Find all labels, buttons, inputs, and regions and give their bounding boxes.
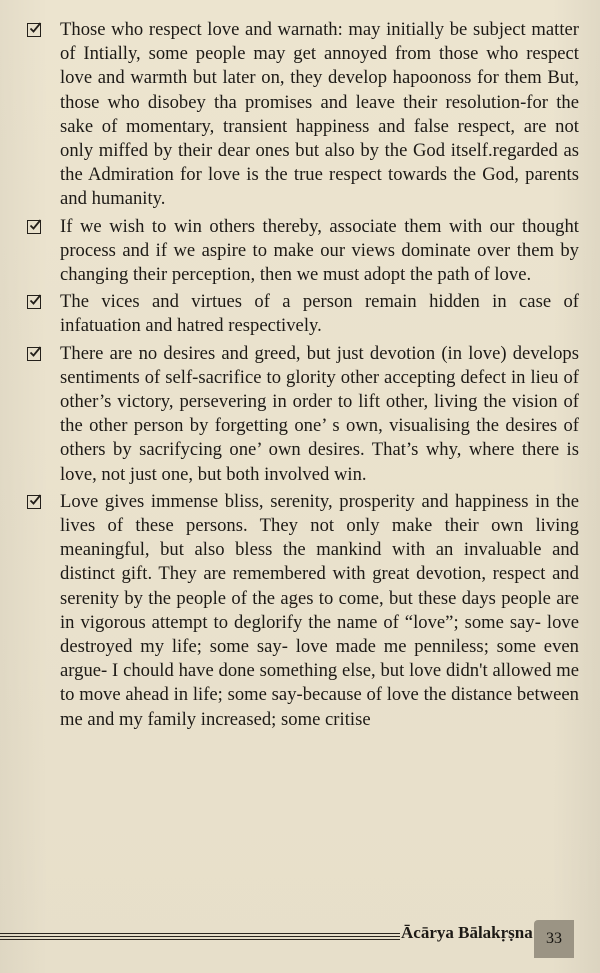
- bullet-item-2: [27, 215, 579, 288]
- bullet-text: There are no desires and greed, but just devotion (in love) develops sentiments of self-sacrifice to glority other accepting defect in lieu of other’s victory, persevering in order to lift other, living the vision of the other person by forgetting one’ s own, visualising the desires of others by sacrifycing one’ own desires. That’s why, where there is love, not just one, but both involved win.: [60, 342, 579, 485]
- footer-rule: [0, 936, 400, 937]
- footer-rule: [0, 939, 400, 940]
- page-footer: [0, 920, 600, 960]
- checkbox-bullet-icon: [27, 347, 41, 361]
- bullet-item-1: [27, 18, 579, 212]
- page-number: 33: [534, 920, 574, 958]
- bullet-text: The vices and virtues of a person remain hidden in case of infatuation and hatred respectively.: [60, 291, 579, 337]
- bullet-item-4: [27, 342, 579, 487]
- checkbox-bullet-icon: [27, 220, 41, 234]
- bullet-text: If we wish to win others thereby, associate them with our thought process and if we aspire to make our views dominate over them by changing their perception, then we must adopt the path of love.: [60, 215, 579, 286]
- author-name: Ācārya Bālakṛṣna: [401, 923, 533, 942]
- bullet-item-5: [27, 490, 579, 732]
- bullet-list: [27, 18, 579, 735]
- checkbox-bullet-icon: [27, 495, 41, 509]
- bullet-text: Love gives immense bliss, serenity, prosperity and happiness in the lives of these persons. They not only make their own living meaningful, but also bless the mankind with an invaluable and distinct gift. They are remembered with great devotion, respect and serenity by the people of the ages to come, but these days people are in vigorous attempt to deglorify the name of “love”; some say- love destroyed my life; some say- love made me penniless; some even argue- I chould have done something else, but love didn't allowed me to move ahead in life; some say-because of love the distance between me and my family increased; some critise: [60, 490, 579, 730]
- bullet-item-3: [27, 290, 579, 338]
- checkbox-bullet-icon: [27, 295, 41, 309]
- bullet-text: Those who respect love and warnath: may initially be subject matter of Intially, some people may get annoyed from those who respect love and warmth but later on, they develop hapoonoss for them But, those who disobey tha promises and leave their resolution-for the sake of momentary, transient happiness and false respect, are not only miffed by their dear ones but also by the God itself.regarded as the Admiration for love is the true respect towards the God, parents and humanity.: [60, 19, 579, 210]
- checkbox-bullet-icon: [27, 23, 41, 37]
- footer-rule: [0, 933, 400, 934]
